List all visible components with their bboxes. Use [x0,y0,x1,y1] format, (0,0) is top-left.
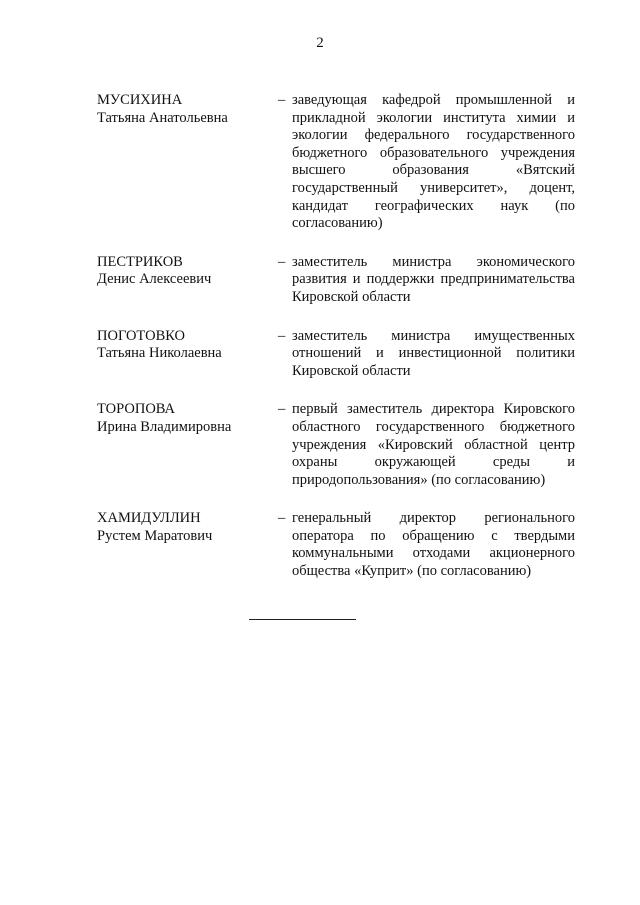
member-entry [97,92,585,233]
member-surname: ХАМИДУЛЛИН [97,510,201,527]
member-surname: ПЕСТРИКОВ [97,253,183,270]
member-entry [97,328,585,381]
member-entry [97,401,585,489]
member-given-names: Татьяна Николаевна [97,345,222,362]
end-of-list-rule [249,619,356,620]
member-dash: – [278,510,286,527]
member-given-names: Рустем Маратович [97,527,213,544]
member-dash: – [278,253,286,270]
member-given-names: Денис Алексеевич [97,271,212,288]
member-name [97,254,267,289]
member-given-names: Ирина Владимировна [97,418,232,435]
member-name [97,510,267,545]
member-dash: – [278,92,286,108]
member-surname: ТОРОПОВА [97,401,176,418]
member-position: первый заместитель директора Кировского областного государственного бюджетного учреждения «Кировский областной центр охраны окружающей среды и природопользования» (по согласованию) [292,401,575,488]
member-entry [97,510,585,580]
member-position: генеральный директор регионального оператора по обращению с твердыми коммунальными отходами акционерного общества «Куприт» (по согласованию) [292,510,575,580]
member-dash: – [278,327,286,344]
member-given-names: Татьяна Анатольевна [97,109,228,126]
member-name [97,401,267,436]
member-surname: ПОГОТОВКО [97,327,186,344]
member-position: заместитель министра имущественных отношений и инвестиционной политики Кировской области [292,327,575,379]
member-position: заведующая кафедрой промышленной и прикладной экологии института химии и экологии федерального государственного бюджетного образовательного учреждения высшего образования «Вятский государственный университет», доцент, кандидат географических наук (по согласованию) [292,92,575,232]
page-number: 2 [316,35,324,51]
member-name [97,328,267,363]
member-dash: – [278,401,286,418]
member-name [97,92,267,127]
member-entry [97,254,585,307]
member-position: заместитель министра экономического развития и поддержки предпринимательства Кировской области [292,253,575,305]
member-surname: МУСИХИНА [97,92,183,108]
member-list [97,92,585,581]
